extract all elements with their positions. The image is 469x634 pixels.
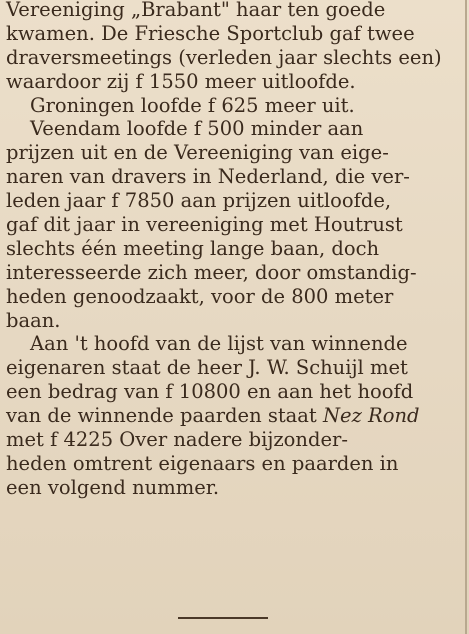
text-line: een volgend nummer. bbox=[6, 475, 220, 499]
text-segment: van de winnende paarden staat bbox=[6, 404, 317, 428]
text-line: leden jaar f 7850 aan prijzen uitloofde, bbox=[6, 189, 392, 213]
section-end-rule bbox=[178, 617, 268, 619]
text-line: gaf dit jaar in vereeniging met Houtrust bbox=[6, 213, 403, 237]
text-line bbox=[6, 404, 453, 428]
text-line: met f 4225 Over nadere bijzonder- bbox=[6, 428, 348, 452]
text-line: draversmeetings (verleden jaar slechts een) bbox=[6, 45, 442, 69]
column-divider bbox=[465, 0, 467, 634]
text-line: naren van dravers in Nederland, die ver- bbox=[6, 165, 410, 189]
text-line: Vereeniging „Brabant" haar ten goede bbox=[6, 0, 386, 21]
text-line: Aan 't hoofd van de lijst van winnende bbox=[30, 332, 408, 356]
text-line: kwamen. De Friesche Sportclub gaf twee bbox=[6, 21, 415, 45]
text-line: baan. bbox=[6, 308, 61, 332]
text-line: prijzen uit en de Vereeniging van eige- bbox=[6, 141, 389, 165]
text-line: slechts één meeting lange baan, doch bbox=[6, 236, 380, 260]
text-line: heden genoodzaakt, voor de 800 meter bbox=[6, 284, 394, 308]
text-line: een bedrag van f 10800 en aan het hoofd bbox=[6, 380, 414, 404]
text-line: interesseerde zich meer, door omstandig- bbox=[6, 260, 417, 284]
text-line: eigenaren staat de heer J. W. Schuijl met bbox=[6, 356, 408, 380]
text-line: waardoor zij f 1550 meer uitloofde. bbox=[6, 69, 356, 93]
text-line: Veendam loofde f 500 minder aan bbox=[30, 117, 364, 141]
horse-name: Nez Rond bbox=[322, 404, 420, 428]
text-line: heden omtrent eigenaars en paarden in bbox=[6, 451, 399, 475]
article-text bbox=[6, 0, 453, 500]
text-line: Groningen loofde f 625 meer uit. bbox=[30, 93, 355, 117]
